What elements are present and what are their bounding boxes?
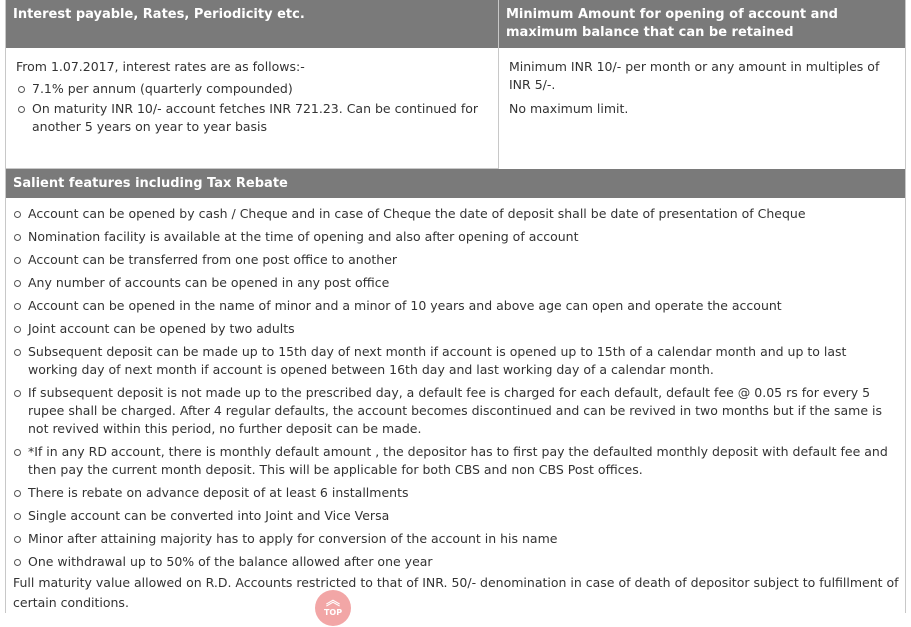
list-item: On maturity INR 10/- account fetches INR 721.23. Can be continued for another 5 years on year to year basis xyxy=(16,100,490,136)
rd-info-table xyxy=(5,0,906,613)
list-item: Account can be opened in the name of minor and a minor of 10 years and above age can open and operate the account xyxy=(12,297,899,315)
back-to-top-button[interactable] xyxy=(315,590,351,626)
list-item: Minor after attaining majority has to apply for conversion of the account in his name xyxy=(12,530,899,548)
table-body-row xyxy=(6,48,905,169)
list-item: There is rebate on advance deposit of at least 6 installments xyxy=(12,484,899,502)
top-label: TOP xyxy=(323,608,343,617)
features-section xyxy=(6,198,905,613)
list-item: Account can be transferred from one post office to another xyxy=(12,251,899,269)
death-maturity-note: Full maturity value allowed on R.D. Accounts restricted to that of INR. 50/- denomination in case of death of depositor subject to fulfillment of certain conditions. xyxy=(13,575,899,610)
list-item: Account can be opened by cash / Cheque and in case of Cheque the date of deposit shall be date of presentation of Cheque xyxy=(12,205,899,223)
table-header-row xyxy=(6,0,905,48)
list-item: *If in any RD account, there is monthly default amount , the depositor has to first pay the defaulted monthly deposit with default fee and then pay the current month deposit. This will be applicable for both CBS and non CBS Post offices. xyxy=(12,443,899,479)
list-item: Joint account can be opened by two adults xyxy=(12,320,899,338)
header-interest: Interest payable, Rates, Periodicity etc. xyxy=(6,0,499,48)
interest-list xyxy=(16,80,490,136)
list-item: Subsequent deposit can be made up to 15th day of next month if account is opened up to 15th of a calendar month and up to last working day of next month if account is opened between 16th day and last working day of a calendar month. xyxy=(12,343,899,379)
minimum-amount-cell xyxy=(499,48,905,169)
list-item: 7.1% per annum (quarterly compounded) xyxy=(16,80,490,98)
double-chevron-up-icon: ︽ xyxy=(326,593,340,609)
list-item: Nomination facility is available at the time of opening and also after opening of account xyxy=(12,228,899,246)
minimum-amount-text: Minimum INR 10/- per month or any amount in multiples of INR 5/-. xyxy=(509,59,880,92)
features-header: Salient features including Tax Rebate xyxy=(6,169,905,198)
interest-intro: From 1.07.2017, interest rates are as follows:- xyxy=(16,59,305,74)
list-item: One withdrawal up to 50% of the balance allowed after one year xyxy=(12,553,899,571)
features-list xyxy=(12,205,899,571)
header-minimum-amount: Minimum Amount for opening of account and maximum balance that can be retained xyxy=(499,0,905,48)
maximum-limit-text: No maximum limit. xyxy=(509,101,629,116)
list-item: Any number of accounts can be opened in any post office xyxy=(12,274,899,292)
list-item: If subsequent deposit is not made up to the prescribed day, a default fee is charged for each default, default fee @ 0.05 rs for every 5 rupee shall be charged. After 4 regular defaults, the account becomes discontinued and can be revived in two months but if the same is not revived within this period, no further deposit can be made. xyxy=(12,384,899,438)
list-item: Single account can be converted into Joint and Vice Versa xyxy=(12,507,899,525)
interest-cell xyxy=(6,48,499,169)
